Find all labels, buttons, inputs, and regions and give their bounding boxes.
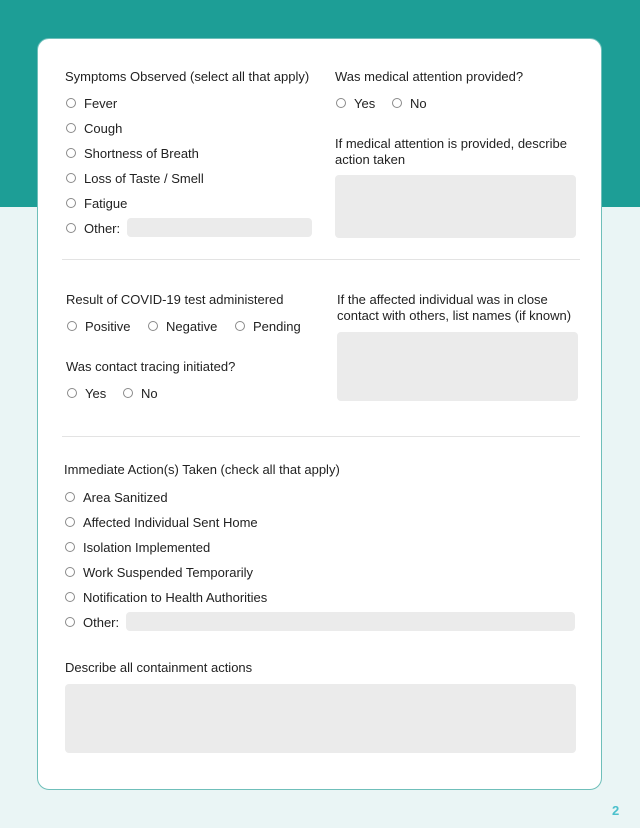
symptom-option-loss-of-taste[interactable] <box>66 170 204 186</box>
radio-button[interactable] <box>67 388 77 398</box>
action-option-work-suspended[interactable] <box>65 564 253 580</box>
covid-test-pending-option[interactable] <box>235 318 301 334</box>
option-label: Fever <box>84 95 118 111</box>
medical-no-option[interactable] <box>392 95 427 111</box>
close-contact-names-textarea[interactable] <box>337 332 578 401</box>
radio-button[interactable] <box>66 223 76 233</box>
medical-describe-label: If medical attention is provided, describe action taken <box>335 136 567 167</box>
radio-button[interactable] <box>336 98 346 108</box>
contact-tracing-question: Was contact tracing initiated? <box>66 359 236 374</box>
option-label: Other: <box>84 220 121 236</box>
containment-label: Describe all containment actions <box>65 660 253 675</box>
option-label: Loss of Taste / Smell <box>84 170 204 186</box>
radio-button[interactable] <box>66 123 76 133</box>
option-label: Notification to Health Authorities <box>83 589 268 605</box>
action-other-input[interactable] <box>126 612 575 631</box>
option-label: Cough <box>84 120 123 136</box>
option-label: Yes <box>354 95 376 111</box>
radio-button[interactable] <box>392 98 402 108</box>
radio-button[interactable] <box>148 321 158 331</box>
symptoms-label: Symptoms Observed (select all that apply) <box>65 69 310 84</box>
option-label: Negative <box>166 318 218 334</box>
covid-test-negative-option[interactable] <box>148 318 217 334</box>
medical-yes-option[interactable] <box>336 95 375 111</box>
symptom-option-shortness-of-breath[interactable] <box>66 145 199 161</box>
symptom-option-cough[interactable] <box>66 120 122 136</box>
option-label: No <box>141 385 158 401</box>
option-label: No <box>410 95 427 111</box>
option-label: Yes <box>85 385 107 401</box>
contact-tracing-yes-option[interactable] <box>67 385 106 401</box>
symptom-option-fatigue[interactable] <box>66 195 127 211</box>
radio-button[interactable] <box>66 173 76 183</box>
option-label: Affected Individual Sent Home <box>83 514 258 530</box>
medical-action-textarea[interactable] <box>335 175 576 238</box>
option-label: Pending <box>253 318 301 334</box>
symptom-option-other[interactable] <box>66 220 120 236</box>
radio-button[interactable] <box>66 148 76 158</box>
page-number: 2 <box>612 803 620 818</box>
action-option-other[interactable] <box>65 614 119 630</box>
option-label: Positive <box>85 318 131 334</box>
option-label: Fatigue <box>84 195 128 211</box>
option-label: Area Sanitized <box>83 489 168 505</box>
radio-button[interactable] <box>65 617 75 627</box>
radio-button[interactable] <box>65 567 75 577</box>
symptom-other-input[interactable] <box>127 218 312 237</box>
radio-button[interactable] <box>66 98 76 108</box>
radio-button[interactable] <box>65 517 75 527</box>
section-divider <box>62 436 580 437</box>
medical-attention-question: Was medical attention provided? <box>335 69 524 84</box>
option-label: Work Suspended Temporarily <box>83 564 254 580</box>
option-label: Other: <box>83 614 120 630</box>
action-option-health-authorities[interactable] <box>65 589 267 605</box>
radio-button[interactable] <box>235 321 245 331</box>
section-divider <box>62 259 580 260</box>
contact-tracing-no-option[interactable] <box>123 385 158 401</box>
symptom-option-fever[interactable] <box>66 95 117 111</box>
close-contact-label: If the affected individual was in close contact with others, list names (if known) <box>337 292 572 323</box>
radio-button[interactable] <box>67 321 77 331</box>
form-card <box>37 38 602 790</box>
action-option-area-sanitized[interactable] <box>65 489 168 505</box>
radio-button[interactable] <box>65 542 75 552</box>
radio-button[interactable] <box>123 388 133 398</box>
radio-button[interactable] <box>66 198 76 208</box>
action-option-sent-home[interactable] <box>65 514 258 530</box>
covid-test-positive-option[interactable] <box>67 318 131 334</box>
radio-button[interactable] <box>65 492 75 502</box>
radio-button[interactable] <box>65 592 75 602</box>
option-label: Shortness of Breath <box>84 145 199 161</box>
covid-test-label: Result of COVID-19 test administered <box>66 292 284 307</box>
action-option-isolation[interactable] <box>65 539 210 555</box>
containment-actions-textarea[interactable] <box>65 684 576 753</box>
option-label: Isolation Implemented <box>83 539 211 555</box>
actions-label: Immediate Action(s) Taken (check all that apply) <box>64 462 340 477</box>
